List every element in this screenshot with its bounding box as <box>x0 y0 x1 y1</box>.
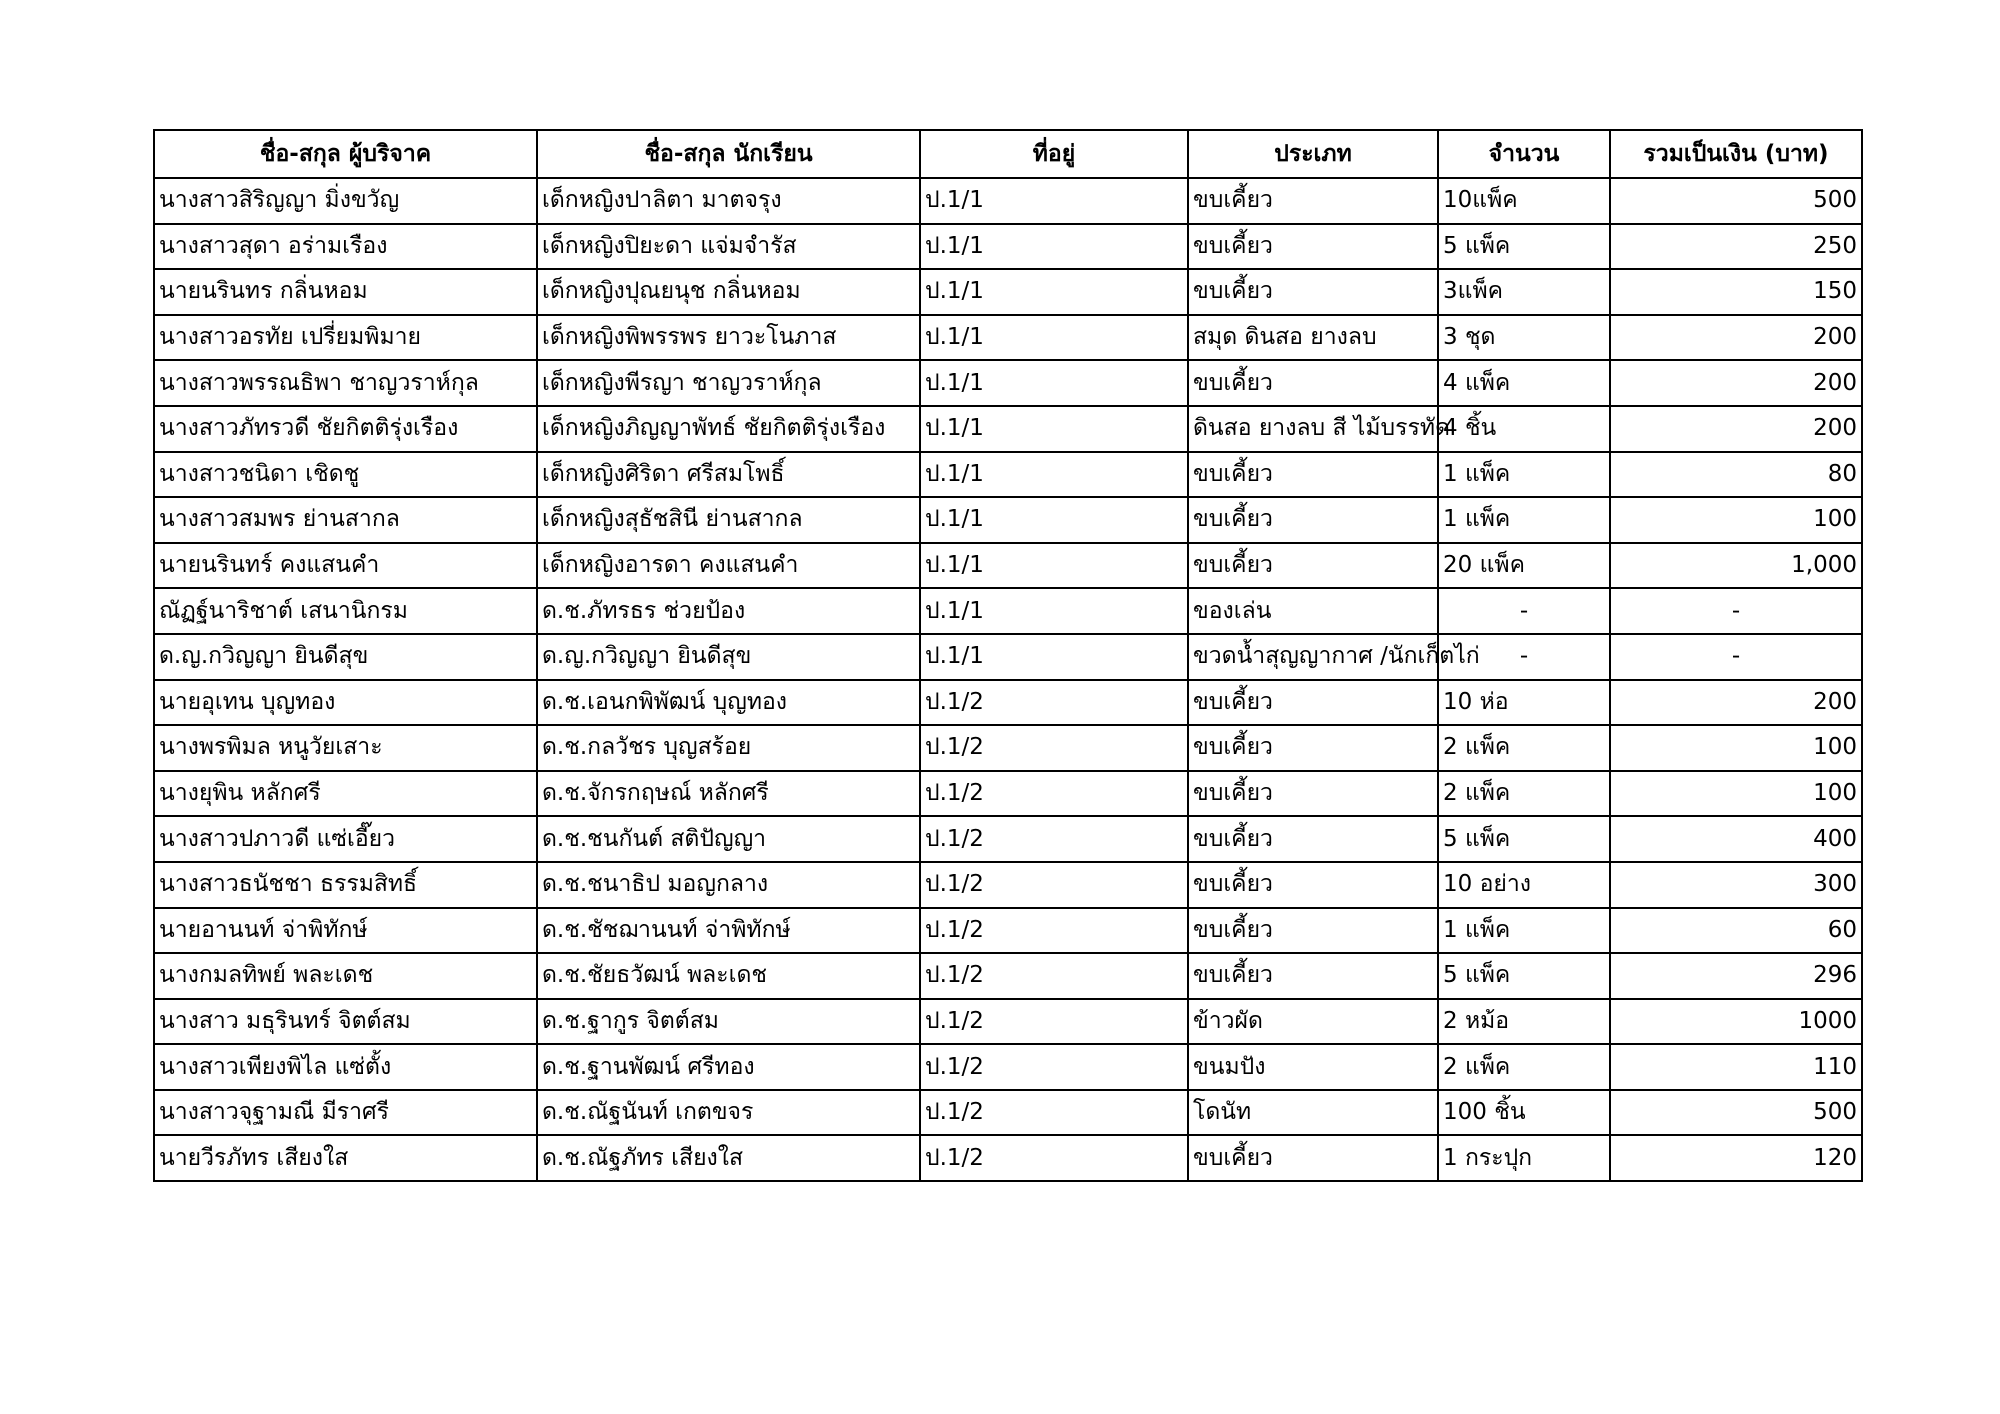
quantity-cell: 2 หม้อ <box>1438 999 1610 1045</box>
student-name-cell: ด.ช.ชัยธวัฒน์ พละเดช <box>537 953 920 999</box>
total-cell: 1,000 <box>1610 543 1862 589</box>
address-cell: ป.1/2 <box>920 999 1188 1045</box>
donor-name-cell: นางยุพิน หลักศรี <box>154 771 537 817</box>
table-row <box>154 680 1862 726</box>
type-cell: ขบเคี้ยว <box>1188 269 1438 315</box>
quantity-cell: 20 แพ็ค <box>1438 543 1610 589</box>
total-cell: 200 <box>1610 680 1862 726</box>
address-cell: ป.1/2 <box>920 771 1188 817</box>
table-row <box>154 406 1862 452</box>
total-cell: 500 <box>1610 1090 1862 1136</box>
total-cell: 500 <box>1610 178 1862 224</box>
quantity-cell: 3แพ็ค <box>1438 269 1610 315</box>
type-cell: ขบเคี้ยว <box>1188 862 1438 908</box>
student-name-cell: เด็กหญิงศิริดา ศรีสมโพธิ์ <box>537 452 920 498</box>
table-row <box>154 452 1862 498</box>
table-row <box>154 269 1862 315</box>
total-cell: 200 <box>1610 406 1862 452</box>
type-cell: ขบเคี้ยว <box>1188 680 1438 726</box>
quantity-cell: 5 แพ็ค <box>1438 953 1610 999</box>
donor-name-cell: นางสาวปภาวดี แซ่เอี๊ยว <box>154 816 537 862</box>
table-body <box>154 178 1862 1181</box>
student-name-cell: ด.ช.ภัทรธร ช่วยป้อง <box>537 588 920 634</box>
table-row <box>154 497 1862 543</box>
header-type: ประเภท <box>1188 130 1438 178</box>
table-row <box>154 543 1862 589</box>
table-row <box>154 1135 1862 1181</box>
student-name-cell: เด็กหญิงปาลิตา มาตจรุง <box>537 178 920 224</box>
student-name-cell: ด.ช.ฐากูร จิตต์สม <box>537 999 920 1045</box>
address-cell: ป.1/2 <box>920 816 1188 862</box>
quantity-cell: 10 ห่อ <box>1438 680 1610 726</box>
student-name-cell: ด.ช.จักรกฤษณ์ หลักศรี <box>537 771 920 817</box>
donor-name-cell: นางพรพิมล หนูวัยเสาะ <box>154 725 537 771</box>
donor-name-cell: นางสาว มธุรินทร์ จิตต์สม <box>154 999 537 1045</box>
address-cell: ป.1/1 <box>920 543 1188 589</box>
type-cell: ขบเคี้ยว <box>1188 452 1438 498</box>
type-cell: ขบเคี้ยว <box>1188 953 1438 999</box>
header-donor-name: ชื่อ-สกุล ผู้บริจาค <box>154 130 537 178</box>
donor-name-cell: ด.ญ.กวิญญา ยินดีสุข <box>154 634 537 680</box>
address-cell: ป.1/1 <box>920 360 1188 406</box>
total-cell: 200 <box>1610 360 1862 406</box>
quantity-cell: 2 แพ็ค <box>1438 725 1610 771</box>
table-row <box>154 771 1862 817</box>
type-cell: ข้าวผัด <box>1188 999 1438 1045</box>
table-row <box>154 360 1862 406</box>
total-cell: 400 <box>1610 816 1862 862</box>
donor-name-cell: นายวีรภัทร เสียงใส <box>154 1135 537 1181</box>
table-row <box>154 1090 1862 1136</box>
student-name-cell: ด.ช.ฐานพัฒน์ ศรีทอง <box>537 1044 920 1090</box>
quantity-cell: 100 ชิ้น <box>1438 1090 1610 1136</box>
donation-table <box>153 129 1863 1182</box>
donor-name-cell: นางสาวจุฐามณี มีราศรี <box>154 1090 537 1136</box>
type-cell: ขบเคี้ยว <box>1188 771 1438 817</box>
donor-name-cell: นายนรินทร กลิ่นหอม <box>154 269 537 315</box>
student-name-cell: เด็กหญิงภิญญาพัทธ์ ชัยกิตติรุ่งเรือง <box>537 406 920 452</box>
donor-name-cell: นางสาวภัทรวดี ชัยกิตติรุ่งเรือง <box>154 406 537 452</box>
type-cell: ขบเคี้ยว <box>1188 178 1438 224</box>
type-cell: ขบเคี้ยว <box>1188 1135 1438 1181</box>
student-name-cell: ด.ช.ชนกันต์ สติปัญญา <box>537 816 920 862</box>
type-cell: ขบเคี้ยว <box>1188 497 1438 543</box>
total-cell: 1000 <box>1610 999 1862 1045</box>
student-name-cell: เด็กหญิงพีรญา ชาญวราห์กุล <box>537 360 920 406</box>
table-row <box>154 178 1862 224</box>
quantity-cell: - <box>1438 634 1610 680</box>
student-name-cell: เด็กหญิงอารดา คงแสนคำ <box>537 543 920 589</box>
table-row <box>154 908 1862 954</box>
total-cell: 100 <box>1610 725 1862 771</box>
student-name-cell: ด.ช.เอนกพิพัฒน์ บุญทอง <box>537 680 920 726</box>
quantity-cell: 4 ชิ้น <box>1438 406 1610 452</box>
quantity-cell: 1 กระปุก <box>1438 1135 1610 1181</box>
donor-name-cell: นายอุเทน บุญทอง <box>154 680 537 726</box>
student-name-cell: ด.ช.ณัฐนันท์ เกตขจร <box>537 1090 920 1136</box>
student-name-cell: ด.ญ.กวิญญา ยินดีสุข <box>537 634 920 680</box>
total-cell: 120 <box>1610 1135 1862 1181</box>
type-cell: ขวดน้ำสุญญากาศ /นักเก็ตไก่ <box>1188 634 1438 680</box>
total-cell: 100 <box>1610 497 1862 543</box>
address-cell: ป.1/1 <box>920 406 1188 452</box>
total-cell: 110 <box>1610 1044 1862 1090</box>
donor-name-cell: นายอานนท์ จ่าพิทักษ์ <box>154 908 537 954</box>
total-cell: 250 <box>1610 224 1862 270</box>
student-name-cell: ด.ช.ชัชฌานนท์ จ่าพิทักษ์ <box>537 908 920 954</box>
total-cell: 300 <box>1610 862 1862 908</box>
type-cell: ขบเคี้ยว <box>1188 725 1438 771</box>
donor-name-cell: นางสาวธนัชชา ธรรมสิทธิ์ <box>154 862 537 908</box>
address-cell: ป.1/2 <box>920 725 1188 771</box>
type-cell: ขบเคี้ยว <box>1188 816 1438 862</box>
quantity-cell: 1 แพ็ค <box>1438 908 1610 954</box>
quantity-cell: 1 แพ็ค <box>1438 452 1610 498</box>
student-name-cell: ด.ช.ชนาธิป มอญกลาง <box>537 862 920 908</box>
donor-name-cell: นางสาวสมพร ย่านสากล <box>154 497 537 543</box>
table-row <box>154 999 1862 1045</box>
quantity-cell: 10แพ็ค <box>1438 178 1610 224</box>
student-name-cell: ด.ช.ณัฐภัทร เสียงใส <box>537 1135 920 1181</box>
address-cell: ป.1/1 <box>920 497 1188 543</box>
address-cell: ป.1/1 <box>920 588 1188 634</box>
table-row <box>154 816 1862 862</box>
quantity-cell: 4 แพ็ค <box>1438 360 1610 406</box>
type-cell: ของเล่น <box>1188 588 1438 634</box>
student-name-cell: เด็กหญิงพิพรรพร ยาวะโนภาส <box>537 315 920 361</box>
table-row <box>154 315 1862 361</box>
type-cell: สมุด ดินสอ ยางลบ <box>1188 315 1438 361</box>
total-cell: 150 <box>1610 269 1862 315</box>
donor-name-cell: นายนรินทร์ คงแสนคำ <box>154 543 537 589</box>
address-cell: ป.1/2 <box>920 1044 1188 1090</box>
table-row <box>154 224 1862 270</box>
quantity-cell: 3 ชุด <box>1438 315 1610 361</box>
donor-name-cell: นางสาวสุดา อร่ามเรือง <box>154 224 537 270</box>
address-cell: ป.1/1 <box>920 452 1188 498</box>
address-cell: ป.1/2 <box>920 1090 1188 1136</box>
address-cell: ป.1/1 <box>920 269 1188 315</box>
table-row <box>154 1044 1862 1090</box>
table-row <box>154 634 1862 680</box>
type-cell: ขบเคี้ยว <box>1188 360 1438 406</box>
donor-name-cell: นางสาวสิริญญา มิ่งขวัญ <box>154 178 537 224</box>
quantity-cell: - <box>1438 588 1610 634</box>
donation-sheet <box>153 129 1861 1182</box>
address-cell: ป.1/1 <box>920 178 1188 224</box>
donor-name-cell: ณัฏฐ์นาริชาต์ เสนานิกรม <box>154 588 537 634</box>
donor-name-cell: นางสาวพรรณธิพา ชาญวราห์กุล <box>154 360 537 406</box>
type-cell: ดินสอ ยางลบ สี ไม้บรรทัด <box>1188 406 1438 452</box>
header-student-name: ชื่อ-สกุล นักเรียน <box>537 130 920 178</box>
quantity-cell: 2 แพ็ค <box>1438 1044 1610 1090</box>
quantity-cell: 5 แพ็ค <box>1438 224 1610 270</box>
total-cell: 100 <box>1610 771 1862 817</box>
header-total-baht: รวมเป็นเงิน (บาท) <box>1610 130 1862 178</box>
address-cell: ป.1/2 <box>920 1135 1188 1181</box>
address-cell: ป.1/2 <box>920 908 1188 954</box>
donor-name-cell: นางสาวชนิดา เชิดชู <box>154 452 537 498</box>
type-cell: ขบเคี้ยว <box>1188 224 1438 270</box>
quantity-cell: 10 อย่าง <box>1438 862 1610 908</box>
quantity-cell: 1 แพ็ค <box>1438 497 1610 543</box>
total-cell: - <box>1610 588 1862 634</box>
donor-name-cell: นางกมลทิพย์ พละเดช <box>154 953 537 999</box>
table-row <box>154 725 1862 771</box>
address-cell: ป.1/1 <box>920 315 1188 361</box>
total-cell: 60 <box>1610 908 1862 954</box>
table-row <box>154 953 1862 999</box>
total-cell: 80 <box>1610 452 1862 498</box>
type-cell: ขบเคี้ยว <box>1188 908 1438 954</box>
student-name-cell: เด็กหญิงปิยะดา แจ่มจำรัส <box>537 224 920 270</box>
address-cell: ป.1/1 <box>920 224 1188 270</box>
header-quantity: จำนวน <box>1438 130 1610 178</box>
address-cell: ป.1/2 <box>920 862 1188 908</box>
donor-name-cell: นางสาวเพียงพิไล แซ่ตั้ง <box>154 1044 537 1090</box>
header-address: ที่อยู่ <box>920 130 1188 178</box>
total-cell: - <box>1610 634 1862 680</box>
header-row <box>154 130 1862 178</box>
address-cell: ป.1/1 <box>920 634 1188 680</box>
total-cell: 296 <box>1610 953 1862 999</box>
student-name-cell: เด็กหญิงปุณยนุช กลิ่นหอม <box>537 269 920 315</box>
address-cell: ป.1/2 <box>920 953 1188 999</box>
donor-name-cell: นางสาวอรทัย เปรี่ยมพิมาย <box>154 315 537 361</box>
table-row <box>154 588 1862 634</box>
address-cell: ป.1/2 <box>920 680 1188 726</box>
student-name-cell: ด.ช.กลวัชร บุญสร้อย <box>537 725 920 771</box>
student-name-cell: เด็กหญิงสุธัชสินี ย่านสากล <box>537 497 920 543</box>
type-cell: ขนมปัง <box>1188 1044 1438 1090</box>
type-cell: โดนัท <box>1188 1090 1438 1136</box>
table-row <box>154 862 1862 908</box>
total-cell: 200 <box>1610 315 1862 361</box>
type-cell: ขบเคี้ยว <box>1188 543 1438 589</box>
quantity-cell: 5 แพ็ค <box>1438 816 1610 862</box>
quantity-cell: 2 แพ็ค <box>1438 771 1610 817</box>
